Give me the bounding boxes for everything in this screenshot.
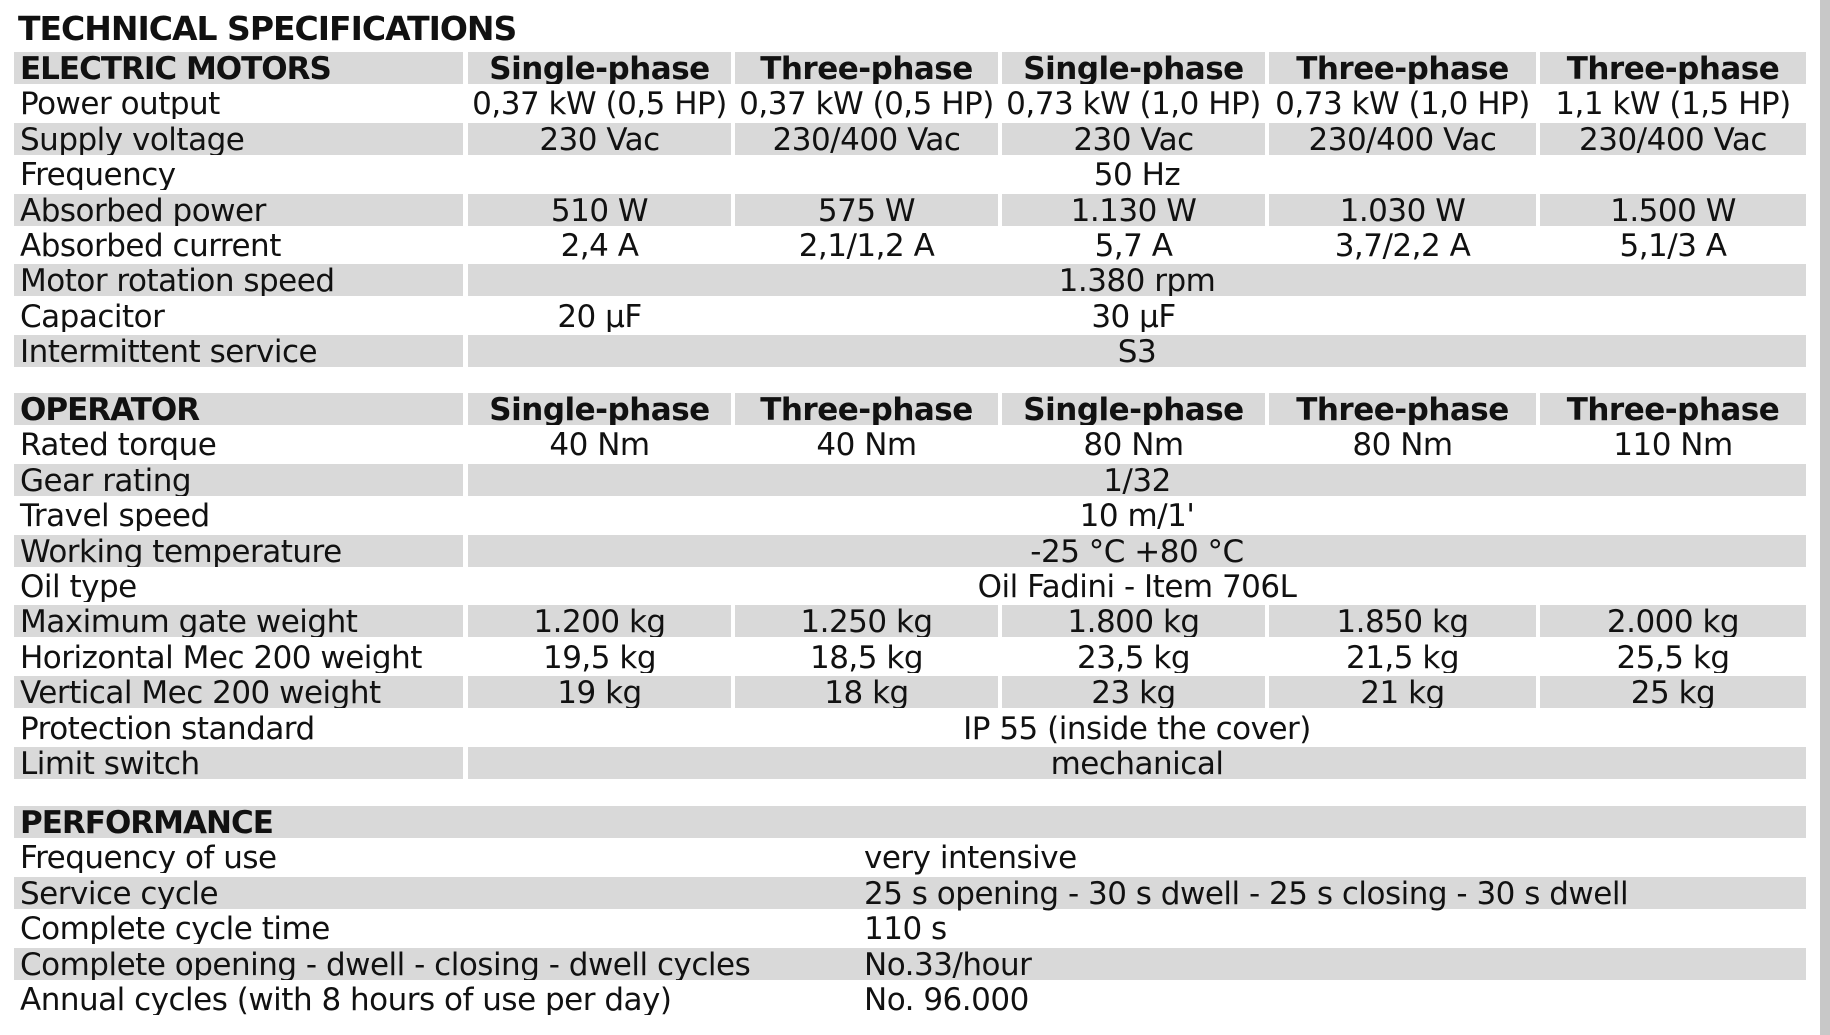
table-row: [14, 464, 1806, 499]
row-label: Travel speed: [20, 499, 210, 532]
table-row: [14, 877, 1806, 912]
row-label: Frequency: [20, 158, 176, 191]
table-row: [14, 983, 1806, 1018]
table-cell: 1,1 kW (1,5 HP): [1555, 87, 1791, 120]
table-header-row: [14, 393, 1806, 428]
table-header-row: [14, 806, 1806, 841]
table-cell: 40 Nm: [816, 428, 917, 461]
table-cell: 20 µF: [557, 299, 642, 332]
table-cell: 230/400 Vac: [1269, 123, 1536, 155]
table-cell: 30 µF: [1091, 299, 1176, 332]
table-cell: No. 96.000: [864, 981, 1029, 1018]
table-row: [14, 841, 1806, 876]
row-label: Protection standard: [20, 711, 315, 744]
table-cell: mechanical: [468, 747, 1806, 779]
table-cell: No.33/hour: [864, 946, 1032, 983]
table-cell: 0,73 kW (1,0 HP): [1275, 87, 1530, 120]
table-cell: 575 W: [735, 194, 998, 226]
table-cell: 2,1/1,2 A: [798, 228, 935, 261]
row-label: Motor rotation speed: [14, 264, 463, 296]
section-heading: PERFORMANCE: [14, 806, 1806, 838]
table-cell: 23,5 kg: [1076, 640, 1190, 673]
table-header-row: [14, 52, 1806, 87]
table-cell: 1.800 kg: [1002, 605, 1265, 637]
table-cell: 50 Hz: [1093, 158, 1181, 191]
row-label: Complete opening - dwell - closing - dwell cycles: [14, 948, 1806, 980]
column-header: Three-phase: [735, 393, 998, 425]
table-cell: 5,7 A: [1094, 228, 1173, 261]
table-cell: Oil Fadini - Item 706L: [977, 569, 1297, 602]
table-cell: 25,5 kg: [1616, 640, 1730, 673]
table-cell: 1.130 W: [1002, 194, 1265, 226]
table-row: [14, 335, 1806, 370]
table-row: [14, 229, 1806, 264]
row-label: Frequency of use: [20, 841, 277, 874]
table-cell: 1.380 rpm: [468, 264, 1806, 296]
table-cell: IP 55 (inside the cover): [963, 711, 1311, 744]
table-cell: 230/400 Vac: [735, 123, 998, 155]
row-label: Oil type: [20, 569, 137, 602]
row-label: Supply voltage: [14, 123, 463, 155]
table-cell: 510 W: [468, 194, 731, 226]
table-cell: 18,5 kg: [809, 640, 923, 673]
section-heading: OPERATOR: [14, 393, 463, 425]
row-label: Capacitor: [20, 299, 165, 332]
row-label: Maximum gate weight: [14, 605, 463, 637]
column-header: Single-phase: [468, 393, 731, 425]
table-cell: 230/400 Vac: [1540, 123, 1806, 155]
table-cell: 19,5 kg: [542, 640, 656, 673]
table-cell: 5,1/3 A: [1619, 228, 1727, 261]
column-header: Three-phase: [1540, 52, 1806, 84]
column-header: Single-phase: [468, 52, 731, 84]
page-edge: [1820, 0, 1830, 1035]
table-row: [14, 712, 1806, 747]
performance-table: [14, 806, 1806, 1018]
table-row: [14, 264, 1806, 299]
table-cell: 19 kg: [468, 676, 731, 708]
row-label: Service cycle: [14, 877, 1806, 909]
table-row: [14, 676, 1806, 711]
table-row: [14, 194, 1806, 229]
table-row: [14, 747, 1806, 782]
table-cell: 40 Nm: [549, 428, 650, 461]
table-cell: 18 kg: [735, 676, 998, 708]
table-cell: 1.850 kg: [1269, 605, 1536, 637]
table-row: [14, 570, 1806, 605]
row-label: Gear rating: [14, 464, 463, 496]
table-row: [14, 87, 1806, 122]
table-row: [14, 605, 1806, 640]
row-label: Working temperature: [14, 535, 463, 567]
table-cell: 10 m/1': [1079, 499, 1195, 532]
column-header: Single-phase: [1002, 393, 1265, 425]
row-label: Complete cycle time: [20, 912, 330, 945]
table-row: [14, 948, 1806, 983]
table-cell: 80 Nm: [1083, 428, 1184, 461]
column-header: Three-phase: [1269, 393, 1536, 425]
electric-motors-table: [14, 52, 1806, 371]
operator-table: [14, 393, 1806, 782]
row-label: Absorbed power: [14, 194, 463, 226]
column-header: Three-phase: [1540, 393, 1806, 425]
column-header: Three-phase: [735, 52, 998, 84]
row-label: Vertical Mec 200 weight: [14, 676, 463, 708]
table-row: [14, 535, 1806, 570]
table-cell: 2.000 kg: [1540, 605, 1806, 637]
row-label: Power output: [20, 87, 220, 120]
table-cell: 2,4 A: [560, 228, 639, 261]
column-header: Three-phase: [1269, 52, 1536, 84]
table-cell: 21 kg: [1269, 676, 1536, 708]
table-row: [14, 428, 1806, 463]
table-cell: 25 s opening - 30 s dwell - 25 s closing - 30 s dwell: [864, 875, 1629, 912]
table-cell: 110 s: [864, 911, 947, 948]
table-row: [14, 123, 1806, 158]
table-row: [14, 912, 1806, 947]
table-cell: 230 Vac: [468, 123, 731, 155]
column-header: Single-phase: [1002, 52, 1265, 84]
table-cell: 1.030 W: [1269, 194, 1536, 226]
table-cell: 1.250 kg: [735, 605, 998, 637]
table-row: [14, 499, 1806, 534]
table-cell: 110 Nm: [1613, 428, 1733, 461]
table-cell: -25 °C +80 °C: [468, 535, 1806, 567]
table-cell: 80 Nm: [1352, 428, 1453, 461]
row-label: Absorbed current: [20, 228, 281, 261]
page-title: TECHNICAL SPECIFICATIONS: [18, 9, 517, 48]
section-heading: ELECTRIC MOTORS: [14, 52, 463, 84]
table-cell: 25 kg: [1540, 676, 1806, 708]
table-cell: 0,73 kW (1,0 HP): [1006, 87, 1261, 120]
table-cell: 21,5 kg: [1345, 640, 1459, 673]
row-label: Horizontal Mec 200 weight: [20, 640, 422, 673]
table-cell: 1/32: [468, 464, 1806, 496]
table-cell: S3: [468, 335, 1806, 367]
table-cell: 0,37 kW (0,5 HP): [472, 87, 727, 120]
table-cell: 1.500 W: [1540, 194, 1806, 226]
row-label: Annual cycles (with 8 hours of use per day): [20, 982, 672, 1015]
table-row: [14, 158, 1806, 193]
table-cell: 230 Vac: [1002, 123, 1265, 155]
table-cell: very intensive: [864, 840, 1077, 877]
table-cell: 1.200 kg: [468, 605, 731, 637]
table-cell: 23 kg: [1002, 676, 1265, 708]
row-label: Rated torque: [20, 428, 217, 461]
table-cell: 3,7/2,2 A: [1334, 228, 1471, 261]
table-row: [14, 641, 1806, 676]
table-row: [14, 300, 1806, 335]
table-cell: 0,37 kW (0,5 HP): [739, 87, 994, 120]
row-label: Limit switch: [14, 747, 463, 779]
row-label: Intermittent service: [14, 335, 463, 367]
